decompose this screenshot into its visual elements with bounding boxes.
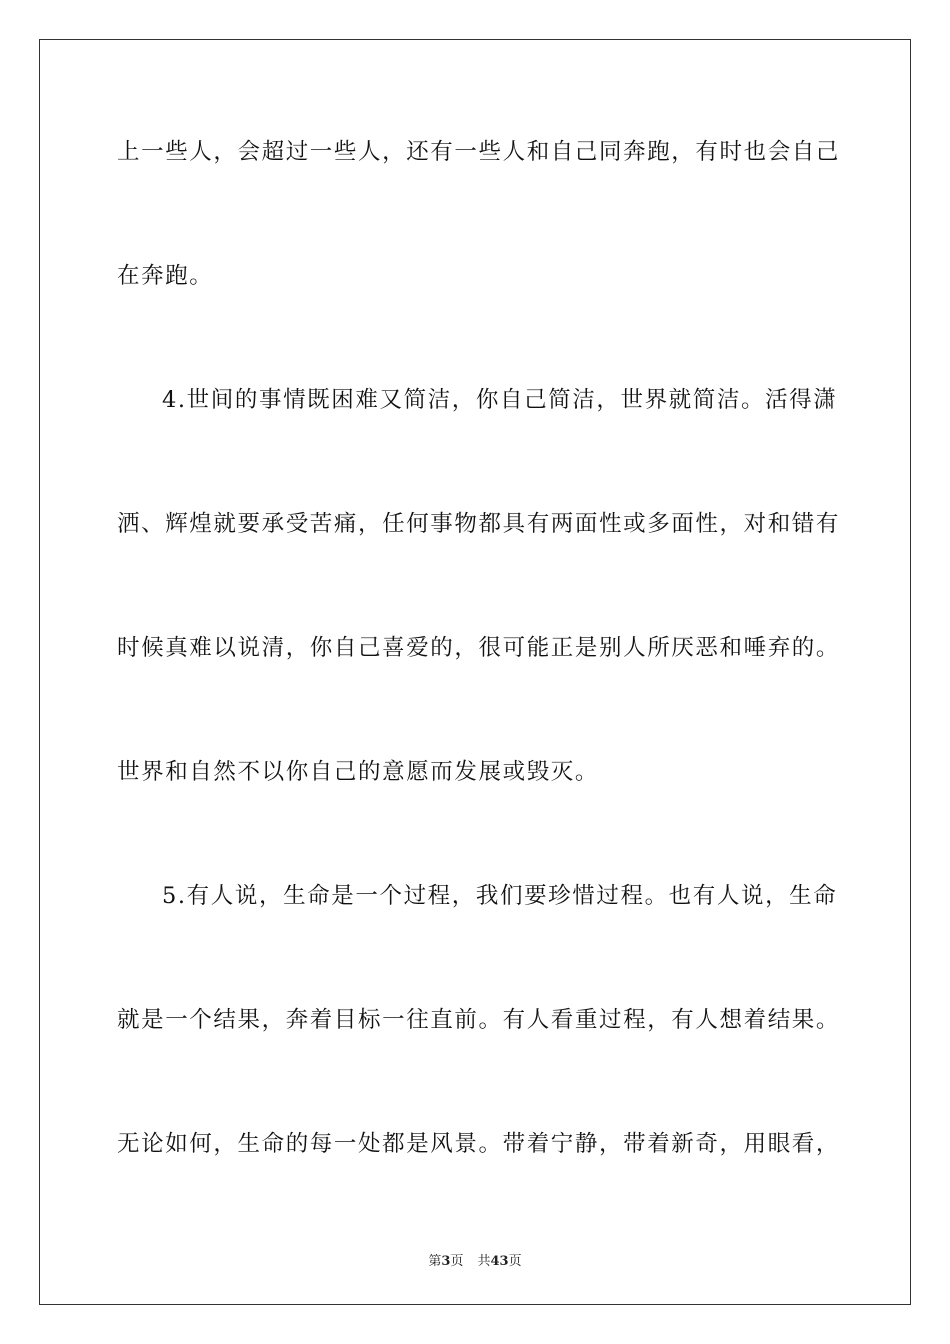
page-suffix: 页 — [450, 1254, 464, 1269]
text-line: 上一些人，会超过一些人，还有一些人和自己同奔跑，有时也会自己 — [117, 139, 841, 165]
text-line: 无论如何，生命的每一处都是风景。带着宁静，带着新奇，用眼看， — [117, 1131, 841, 1157]
page-prefix: 第 — [428, 1254, 442, 1269]
total-prefix: 共 — [477, 1254, 491, 1269]
text-line: 时候真难以说清，你自己喜爱的，很可能正是别人所厌恶和唾弃的。 — [117, 635, 841, 661]
page-border — [39, 39, 911, 1305]
text-line: 世界和自然不以你自己的意愿而发展或毁灭。 — [117, 759, 600, 785]
page-footer — [0, 1250, 950, 1269]
text-line: 4.世间的事情既困难又简洁，你自己简洁，世界就简洁。活得潇 — [162, 387, 838, 413]
total-pages: 43 — [490, 1254, 509, 1269]
text-line: 就是一个结果，奔着目标一往直前。有人看重过程，有人想着结果。 — [117, 1007, 841, 1033]
text-line: 在奔跑。 — [117, 263, 214, 289]
text-line: 5.有人说，生命是一个过程，我们要珍惜过程。也有人说，生命 — [162, 883, 838, 909]
text-line: 洒、辉煌就要承受苦痛，任何事物都具有两面性或多面性，对和错有 — [117, 511, 841, 537]
page-number: 3 — [441, 1254, 451, 1269]
total-suffix: 页 — [508, 1254, 522, 1269]
